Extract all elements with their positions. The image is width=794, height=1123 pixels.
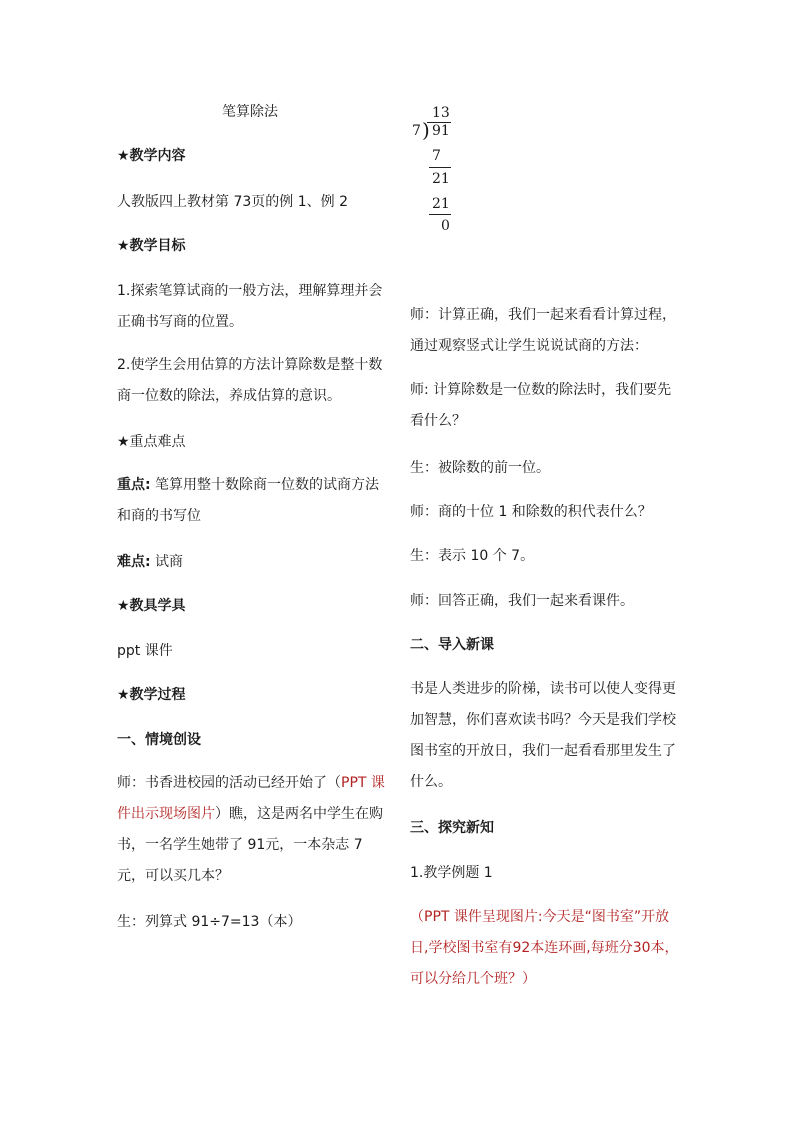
division-quotient: 13: [432, 105, 450, 121]
example-1-heading: 1.教学例题 1: [410, 865, 493, 881]
section-2-heading: 二、导入新课: [410, 637, 494, 653]
key-text: 笔算用整十数除商一位数的试商方法和商的书写位: [117, 477, 380, 524]
division-remainder: 0: [441, 218, 450, 234]
paragraph-text-b: ）瞧，这是两名中学生在购书，一名学生她带了 91元，一本杂志 7 元，可以买几本？: [117, 806, 383, 884]
paragraph-text-a: 师：书香进校园的活动已经开始了（: [117, 775, 341, 791]
ppt-example-1: [410, 902, 682, 995]
heading-tools: ★教具学具: [117, 598, 186, 614]
right-paragraph-6: 师：回答正确，我们一起来看课件。: [410, 593, 634, 609]
section-3-heading: 三、探究新知: [410, 820, 494, 836]
ppt-example-text-a: （PPT 课件呈现图片:今天是: [410, 909, 585, 925]
heading-process: ★教学过程: [117, 687, 186, 703]
key-label: 重点:: [117, 477, 151, 493]
page-title: 笔算除法: [222, 104, 278, 120]
paragraph-teacher-1: [117, 768, 389, 892]
division-divisor: 7: [412, 123, 421, 139]
section-1-heading: 一、情境创设: [117, 732, 201, 748]
heading-content: ★教学内容: [117, 148, 186, 164]
right-paragraph-1: 师：计算正确，我们一起来看看计算过程，通过观察竖式让学生说说试商的方法：: [410, 307, 676, 354]
division-step-3: 21: [432, 196, 450, 212]
heading-key: ★重点难点: [117, 434, 186, 450]
long-division: [410, 100, 470, 240]
difficulty: [117, 552, 183, 572]
ppt-example-highlight: “图书室”: [584, 909, 642, 925]
difficulty-text: 试商: [150, 554, 184, 570]
content-text: 人教版四上教材第 73页的例 1、例 2: [117, 194, 348, 210]
division-step-2: 21: [432, 171, 450, 187]
difficulty-label: 难点:: [117, 554, 151, 570]
ppt-example-text-b: 开放日,学校图书室有92本连环画,每班分30本，可以分给几个班？）: [410, 909, 679, 987]
division-step-1: 7: [432, 148, 441, 164]
key-point: [117, 470, 389, 532]
goal-1: 1.探索笔算试商的一般方法，理解算理并会正确书写商的位置。: [117, 283, 383, 330]
ppt-note: PPT 课件出示现场图片: [117, 775, 385, 822]
heading-goal: ★教学目标: [117, 238, 186, 254]
tools-text: ppt 课件: [117, 643, 173, 659]
division-dividend: 91: [432, 123, 450, 139]
right-paragraph-5: 生：表示 10 个 7。: [410, 548, 535, 564]
paragraph-student-1: 生：列算式 91÷7=13（本）: [117, 914, 302, 930]
division-line-1: [429, 167, 451, 168]
division-bracket: ): [422, 118, 430, 142]
right-paragraph-2: 师: 计算除数是一位数的除法时，我们要先看什么？: [410, 382, 672, 429]
right-paragraph-4: 师：商的十位 1 和除数的积代表什么？: [410, 504, 652, 520]
goal-2: 2.使学生会用估算的方法计算除数是整十数商一位数的除法，养成估算的意识。: [117, 357, 383, 404]
division-line-2: [429, 214, 451, 215]
right-paragraph-7: 书是人类进步的阶梯，读书可以使人变得更加智慧，你们喜欢读书吗？今天是我们学校图书室的开放日，我们一起看看那里发生了什么。: [410, 681, 676, 790]
right-paragraph-3: 生：被除数的前一位。: [410, 460, 550, 476]
